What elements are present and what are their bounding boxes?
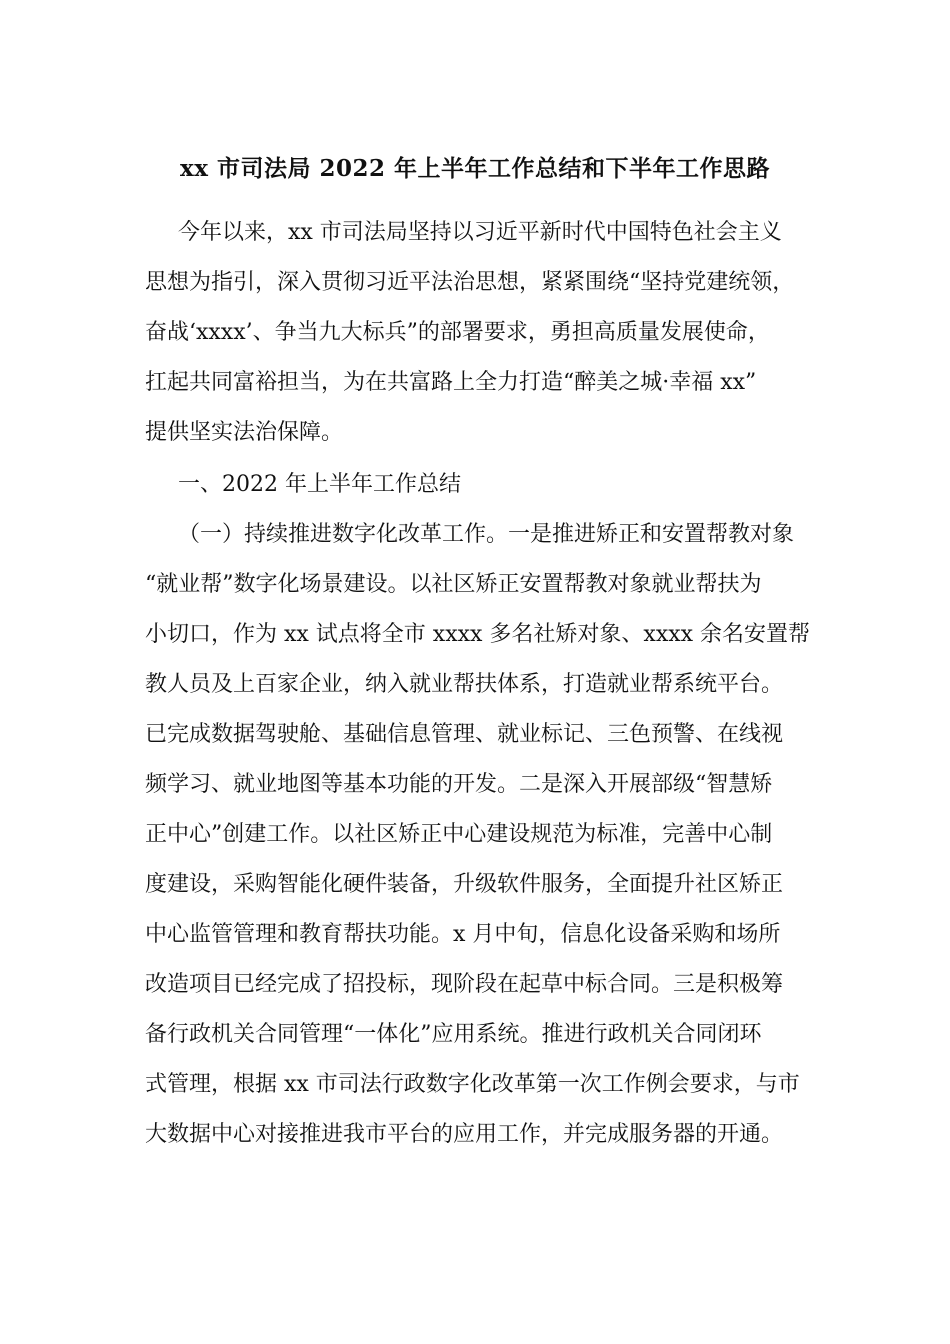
subsection-line-5: 已完成数据驾驶舱、基础信息管理、就业标记、三色预警、在线视 <box>145 722 784 747</box>
subsection-line-1: （一）持续推进数字化改革工作。一是推进矫正和安置帮教对象 <box>178 522 795 547</box>
subsection-line-6: 频学习、就业地图等基本功能的开发。二是深入开展部级“智慧矫 <box>145 772 773 797</box>
subsection-line-7: 正中心”创建工作。以社区矫正中心建设规范为标准，完善中心制 <box>145 822 773 847</box>
intro-line-2: 思想为指引，深入贯彻习近平法治思想，紧紧围绕“坚持党建统领， <box>145 270 795 295</box>
subsection-line-8: 度建设，采购智能化硬件装备，升级软件服务，全面提升社区矫正 <box>145 872 784 897</box>
intro-line-1: 今年以来，xx 市司法局坚持以习近平新时代中国特色社会主义 <box>178 220 782 245</box>
subsection-line-9: 中心监管管理和教育帮扶功能。x 月中旬，信息化设备采购和场所 <box>145 922 781 947</box>
subsection-line-13: 大数据中心对接推进我市平台的应用工作，并完成服务器的开通。 <box>145 1122 784 1147</box>
section-heading: 一、2022 年上半年工作总结 <box>178 472 461 497</box>
intro-line-5: 提供坚实法治保障。 <box>145 420 344 445</box>
intro-line-4: 扛起共同富裕担当，为在共富路上全力打造“醉美之城·幸福 xx” <box>145 370 757 395</box>
subsection-line-4: 教人员及上百家企业，纳入就业帮扶体系，打造就业帮系统平台。 <box>145 672 784 697</box>
subsection-line-12: 式管理，根据 xx 市司法行政数字化改革第一次工作例会要求，与市 <box>145 1072 800 1097</box>
subsection-line-2: “就业帮”数字化场景建设。以社区矫正安置帮教对象就业帮扶为 <box>145 572 762 597</box>
intro-line-3: 奋战‘xxxx’、争当九大标兵”的部署要求，勇担高质量发展使命， <box>145 320 770 345</box>
subsection-line-3: 小切口，作为 xx 试点将全市 xxxx 多名社矫对象、xxxx 余名安置帮 <box>145 622 811 647</box>
subsection-line-11: 备行政机关合同管理“一体化”应用系统。推进行政机关合同闭环 <box>145 1022 762 1047</box>
document-title: xx 市司法局 2022 年上半年工作总结和下半年工作思路 <box>180 155 770 182</box>
subsection-line-10: 改造项目已经完成了招投标，现阶段在起草中标合同。三是积极筹 <box>145 972 784 997</box>
